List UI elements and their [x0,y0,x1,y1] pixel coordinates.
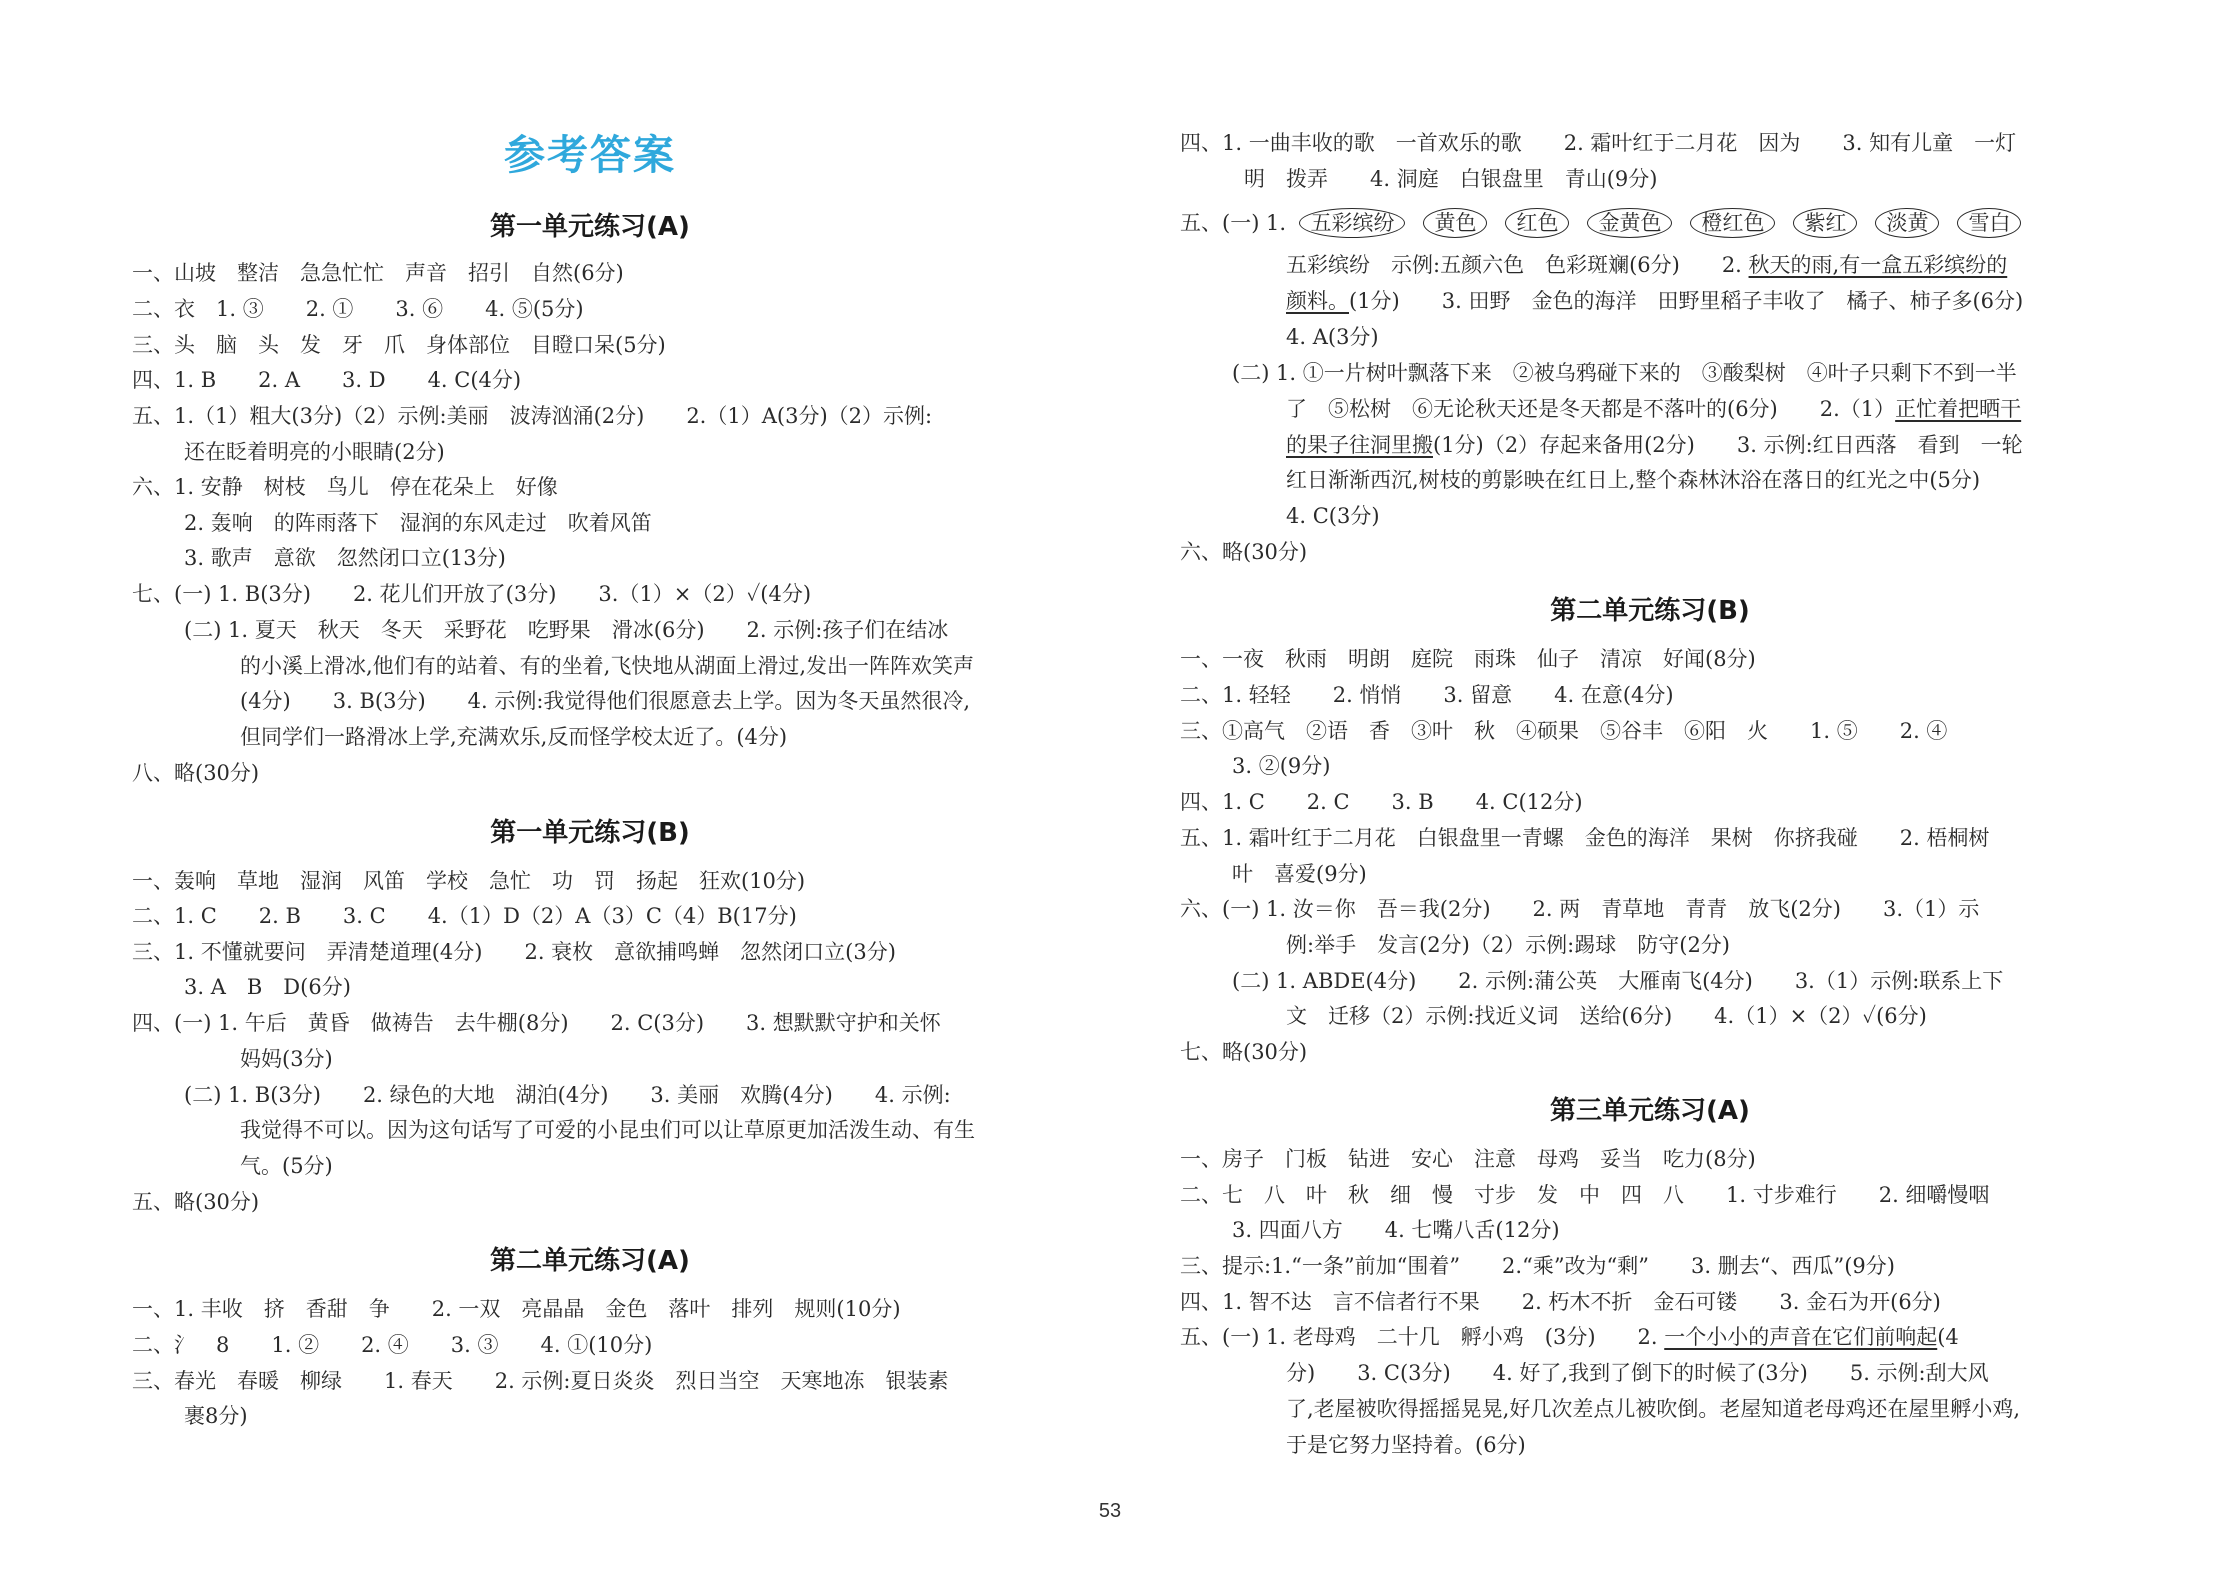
answer-line-ovals [1180,208,2021,238]
answer-line: 七、略(30分) [1180,1040,1308,1064]
section-heading-unit2-b: 第二单元练习(B) [1550,596,1750,626]
answer-line: 还在眨着明亮的小眼睛(2分) [184,440,445,464]
answer-line: 3. 歌声 意欲 忽然闭口立(13分) [184,546,506,570]
answer-line: 叶 喜爱(9分) [1232,862,1367,886]
answer-line: 4. C(3分) [1286,504,1380,528]
answer-line: 五、1.（1）粗大(3分)（2）示例:美丽 波涛汹涌(2分) 2.（1）A(3分)（2）示例: [132,404,933,428]
answer-line: 二、1. 轻轻 2. 悄悄 3. 留意 4. 在意(4分) [1180,683,1674,707]
answer-line: 一、房子 门板 钻进 安心 注意 母鸡 妥当 吃力(8分) [1180,1147,1756,1171]
answer-line: 气。(5分) [240,1154,333,1178]
answer-line: 4. A(3分) [1286,325,1379,349]
circled-word: 黄色 [1423,208,1487,238]
answer-line: (二) 1. B(3分) 2. 绿色的大地 湖泊(4分) 3. 美丽 欢腾(4分) 4. 示例: [184,1083,951,1107]
answer-line: 三、1. 不懂就要问 弄清楚道理(4分) 2. 衰枚 意欲捕鸣蝉 忽然闭口立(3分) [132,940,896,964]
answer-line: 三、春光 春暖 柳绿 1. 春天 2. 示例:夏日炎炎 烈日当空 天寒地冻 银装素 [132,1369,949,1393]
answer-line: 六、1. 安静 树枝 鸟儿 停在花朵上 好像 [132,475,558,499]
circled-word: 淡黄 [1875,208,1939,238]
answer-line [1180,1322,1959,1352]
answer-line: 二、1. C 2. B 3. C 4.（1）D（2）A（3）C（4）B(17分) [132,904,797,928]
section-heading-unit2-a: 第二单元练习(A) [490,1246,690,1276]
answer-text: (1分) 3. 田野 金色的海洋 田野里稻子丰收了 橘子、柿子多(6分) [1349,289,2024,313]
circled-word: 五彩缤纷 [1299,208,1405,238]
answer-line: 妈妈(3分) [240,1047,333,1071]
answer-line: 一、轰响 草地 湿润 风笛 学校 急忙 功 罚 扬起 狂欢(10分) [132,869,806,893]
answer-line: 明 拨弄 4. 洞庭 白银盘里 青山(9分) [1244,167,1658,191]
answer-line: 五、1. 霜叶红于二月花 白银盘里一青螺 金色的海洋 果树 你挤我碰 2. 梧桐树 [1180,826,1990,850]
underlined-answer: 一个小小的声音在它们前响起 [1664,1325,1938,1349]
answer-line: 3. A B D(6分) [184,975,351,999]
answer-line: 三、①高气 ②语 香 ③叶 秋 ④硕果 ⑤谷丰 ⑥阳 火 1. ⑤ 2. ④ [1180,719,1948,743]
answer-line: 了,老屋被吹得摇摇晃晃,好几次差点儿被吹倒。老屋知道老母鸡还在屋里孵小鸡, [1286,1397,2021,1421]
answer-line: (二) 1. ①一片树叶飘落下来 ②被乌鸦碰下来的 ③酸梨树 ④叶子只剩下不到一半 [1232,361,2017,385]
answer-line: 八、略(30分) [132,761,260,785]
answer-line: 六、略(30分) [1180,540,1308,564]
answer-line [1286,430,2023,460]
circled-word: 金黄色 [1587,208,1672,238]
circled-word: 橙红色 [1690,208,1775,238]
page-number: 53 [1098,1500,1122,1522]
circled-word: 雪白 [1957,208,2021,238]
answer-line: 2. 轰响 的阵雨落下 湿润的东风走过 吹着风笛 [184,511,652,535]
answer-line: (二) 1. ABDE(4分) 2. 示例:蒲公英 大雁南飞(4分) 3.（1）示例:联系上下 [1232,969,2004,993]
answer-line: 我觉得不可以。因为这句话写了可爱的小昆虫们可以让草原更加活泼生动、有生 [240,1118,975,1142]
answer-line: 文 迁移（2）示例:找近义词 送给(6分) 4.（1）×（2）✓(6分) [1286,1004,1927,1028]
answer-line [1286,394,2021,424]
answer-line: (二) 1. 夏天 秋天 冬天 采野花 吃野果 滑冰(6分) 2. 示例:孩子们在结冰 [184,618,949,642]
page-title: 参考答案 [504,131,676,179]
answer-line: 一、1. 丰收 挤 香甜 争 2. 一双 亮晶晶 金色 落叶 排列 规则(10分) [132,1297,901,1321]
answer-text: (4 [1937,1325,1959,1349]
answer-text: 了 ⑤松树 ⑥无论秋天还是冬天都是不落叶的(6分) 2.（1） [1286,397,1896,421]
answer-line: 红日渐渐西沉,树枝的剪影映在红日上,整个森林沐浴在落日的红光之中(5分) [1286,468,1981,492]
answer-line: 七、(一) 1. B(3分) 2. 花儿们开放了(3分) 3.（1）×（2）✓(4分) [132,582,812,606]
answer-line: 六、(一) 1. 汝＝你 吾＝我(2分) 2. 两 青草地 青青 放飞(2分) 3.（1）示 [1180,897,1980,921]
answer-line: 例:举手 发言(2分)（2）示例:踢球 防守(2分) [1286,933,1731,957]
underlined-answer: 秋天的雨,有一盒五彩缤纷的 [1748,253,2008,277]
answer-line [1286,286,2023,316]
circled-word: 红色 [1505,208,1569,238]
answer-line: 四、(一) 1. 午后 黄昏 做祷告 去牛棚(8分) 2. C(3分) 3. 想默默守护和关怀 [132,1011,941,1035]
answer-line: 四、1. 智不达 言不信者行不果 2. 朽木不折 金石可镂 3. 金石为开(6分) [1180,1290,1941,1314]
answer-line: 一、一夜 秋雨 明朗 庭院 雨珠 仙子 清凉 好闻(8分) [1180,647,1756,671]
answer-line: 四、1. B 2. A 3. D 4. C(4分) [132,368,522,392]
answer-line: 三、提示:1.“一条”前加“围着” 2.“乘”改为“剩” 3. 删去“、西瓜”(9分) [1180,1254,1895,1278]
answer-text: 五彩缤纷 示例:五颜六色 色彩斑斓(6分) 2. [1286,253,1749,277]
answer-line: 分) 3. C(3分) 4. 好了,我到了倒下的时候了(3分) 5. 示例:刮大风 [1286,1361,1989,1385]
answer-line: 二、七 八 叶 秋 细 慢 寸步 发 中 四 八 1. 寸步难行 2. 细嚼慢咽 [1180,1183,1990,1207]
answer-line: 的小溪上滑冰,他们有的站着、有的坐着,飞快地从湖面上滑过,发出一阵阵欢笑声 [240,654,975,678]
answer-line: 于是它努力坚持着。(6分) [1286,1433,1526,1457]
answer-line: 五、略(30分) [132,1190,260,1214]
underlined-answer: 的果子往洞里搬 [1286,433,1433,457]
answer-line: 一、山坡 整洁 急急忙忙 声音 招引 自然(6分) [132,261,624,285]
answer-line: 四、1. C 2. C 3. B 4. C(12分) [1180,790,1583,814]
section-heading-unit1-b: 第一单元练习(B) [490,818,690,848]
answer-line: 但同学们一路滑冰上学,充满欢乐,反而怪学校太近了。(4分) [240,725,788,749]
underlined-answer: 正忙着把晒干 [1895,397,2022,421]
answer-line [1286,250,2007,280]
circled-word: 紫红 [1793,208,1857,238]
answer-line: (4分) 3. B(3分) 4. 示例:我觉得他们很愿意去上学。因为冬天虽然很冷, [240,689,971,713]
answer-prefix: 五、(一) 1. [1180,211,1287,235]
answer-line: 四、1. 一曲丰收的歌 一首欢乐的歌 2. 霜叶红于二月花 因为 3. 知有儿童 一灯 [1180,131,2017,155]
answer-text: (1分)（2）存起来备用(2分) 3. 示例:红日西落 看到 一轮 [1433,433,2023,457]
answer-line: 二、衣 1. ③ 2. ① 3. ⑥ 4. ⑤(5分) [132,297,584,321]
answer-text: 五、(一) 1. 老母鸡 二十几 孵小鸡 (3分) 2. [1180,1325,1665,1349]
answer-line: 裹8分) [184,1404,248,1428]
answer-line: 二、氵 8 1. ② 2. ④ 3. ③ 4. ①(10分) [132,1333,653,1357]
section-heading-unit1-a: 第一单元练习(A) [490,212,690,242]
underlined-answer: 颜料。 [1286,289,1349,313]
answer-line: 3. 四面八方 4. 七嘴八舌(12分) [1232,1218,1560,1242]
answer-line: 三、头 脑 头 发 牙 爪 身体部位 目瞪口呆(5分) [132,333,666,357]
section-heading-unit3-a: 第三单元练习(A) [1550,1096,1750,1126]
answer-line: 3. ②(9分) [1232,754,1331,778]
